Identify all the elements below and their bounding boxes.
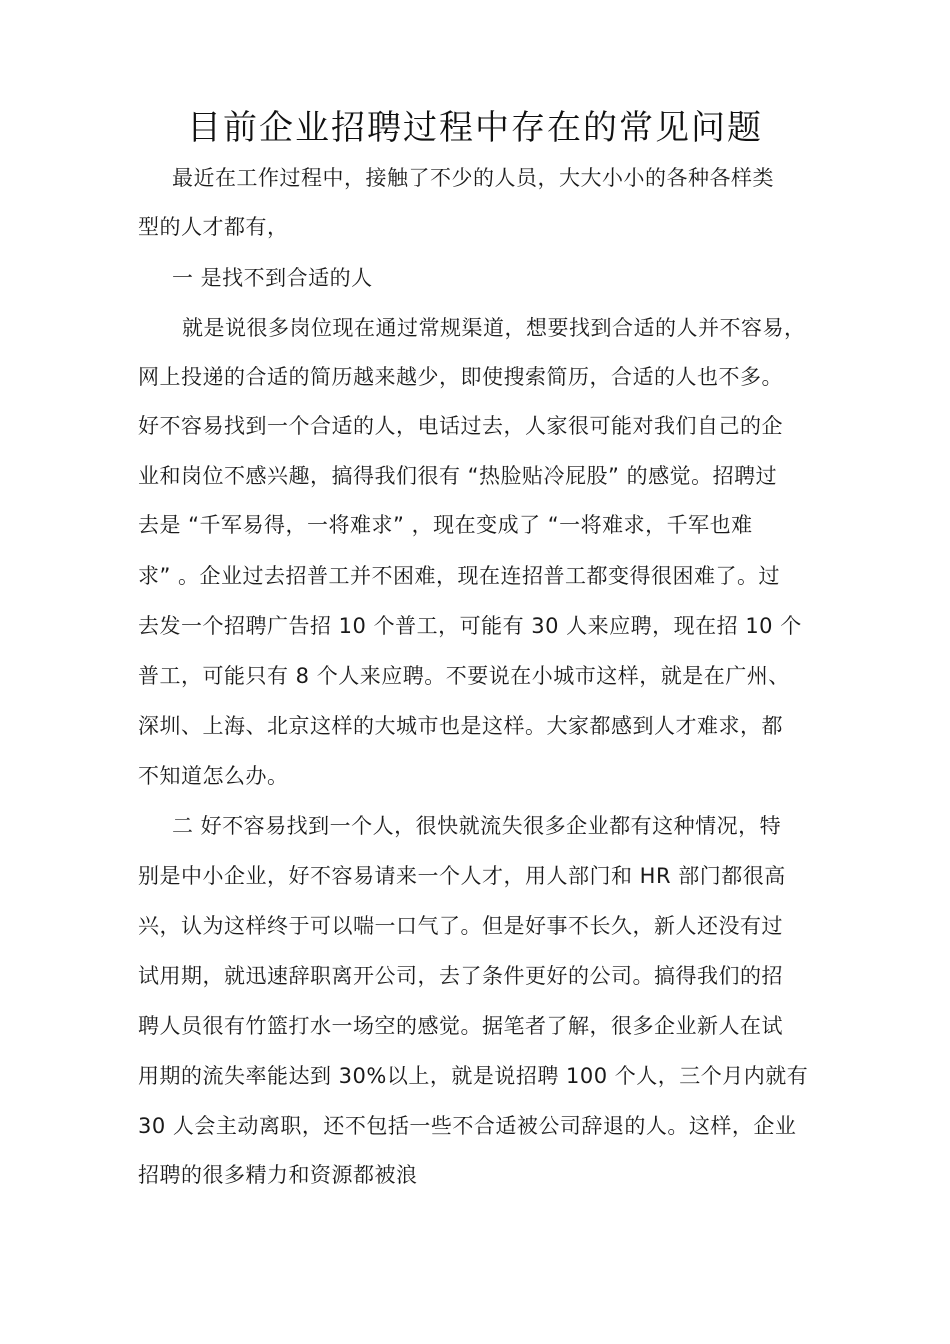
paragraph-line: 型的人才都有， <box>138 215 289 239</box>
paragraph-line: 试用期，就迅速辞职离开公司，去了条件更好的公司。搞得我们的招 <box>138 964 783 988</box>
section-heading-1: 一 是找不到合适的人 <box>172 266 373 290</box>
paragraph-line: 别是中小企业，好不容易请来一个人才，用人部门和 HR 部门都很高 <box>138 864 786 888</box>
paragraph-line: 去发一个招聘广告招 10 个普工，可能有 30 人来应聘，现在招 10 个 <box>138 614 802 638</box>
paragraph-line: 招聘的很多精力和资源都被浪 <box>138 1163 418 1187</box>
paragraph-line: 就是说很多岗位现在通过常规渠道，想要找到合适的人并不容易， <box>182 316 806 340</box>
paragraph-line: 30 人会主动离职，还不包括一些不合适被公司辞退的人。这样，企业 <box>138 1114 797 1138</box>
paragraph-line: 用期的流失率能达到 30%以上，就是说招聘 100 个人，三个月内就有 <box>138 1064 809 1088</box>
section-heading-2: 二 好不容易找到一个人，很快就流失很多企业都有这种情况，特 <box>172 814 782 838</box>
document-title: 目前企业招聘过程中存在的常见问题 <box>187 108 763 148</box>
paragraph-line: 聘人员很有竹篮打水一场空的感觉。据笔者了解，很多企业新人在试 <box>138 1014 783 1038</box>
paragraph-line: 深圳、上海、北京这样的大城市也是这样。大家都感到人才难求，都 <box>138 714 783 738</box>
paragraph-line: 不知道怎么办。 <box>138 764 289 788</box>
paragraph-line: 最近在工作过程中，接触了不少的人员，大大小小的各种各样类 <box>172 166 774 190</box>
paragraph-line: 求” 。企业过去招普工并不困难，现在连招普工都变得很困难了。过 <box>138 564 781 588</box>
paragraph-line: 业和岗位不感兴趣，搞得我们很有 “热脸贴冷屁股” 的感觉。招聘过 <box>138 464 778 488</box>
paragraph-line: 兴，认为这样终于可以喘一口气了。但是好事不长久，新人还没有过 <box>138 914 783 938</box>
paragraph-line: 普工，可能只有 8 个人来应聘。不要说在小城市这样，就是在广州、 <box>138 664 790 688</box>
paragraph-line: 去是 “千军易得，一将难求” ，现在变成了 “一将难求，千军也难 <box>138 513 753 537</box>
paragraph-line: 好不容易找到一个合适的人，电话过去，人家很可能对我们自己的企 <box>138 414 783 438</box>
paragraph-line: 网上投递的合适的简历越来越少，即使搜索简历，合适的人也不多。 <box>138 365 783 389</box>
